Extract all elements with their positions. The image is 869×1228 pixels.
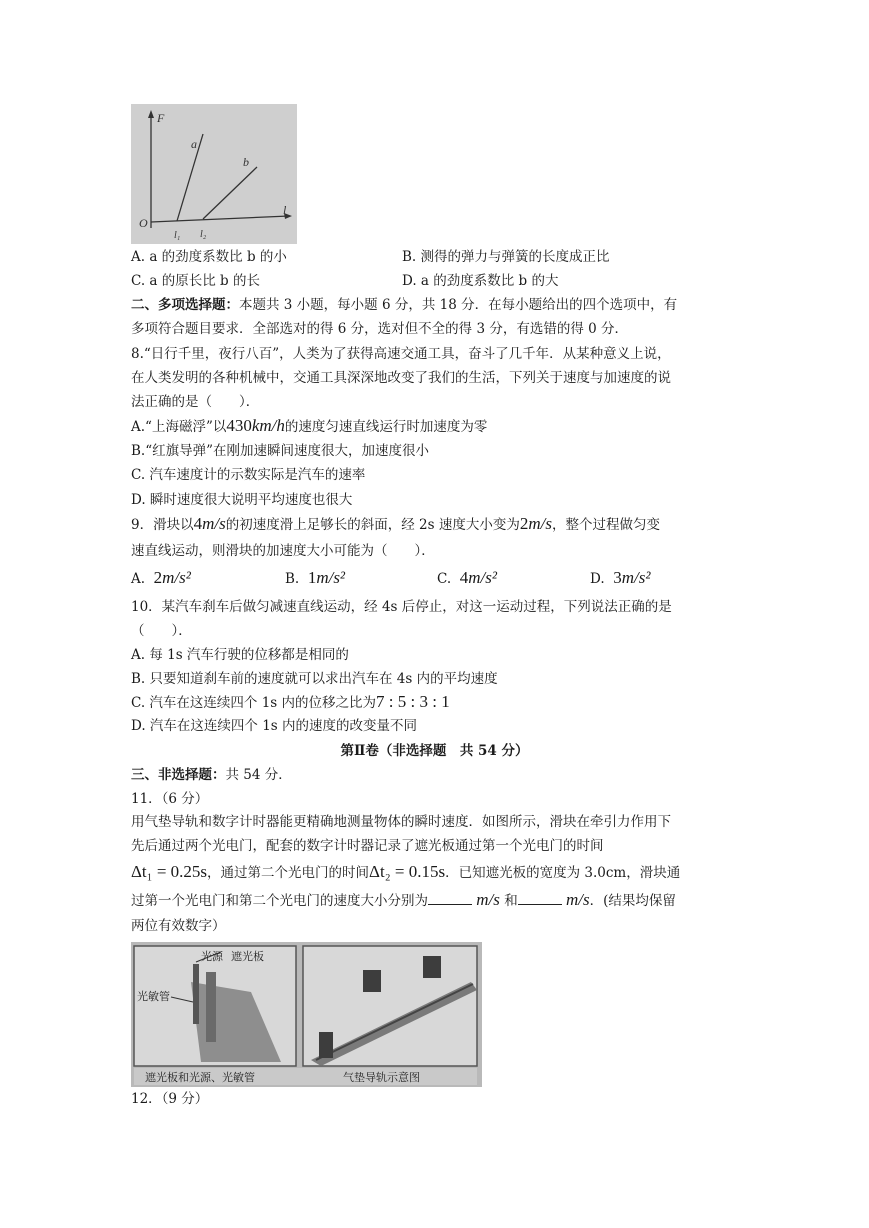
part2-title: 第Ⅱ卷（非选择题 共 54 分） — [340, 743, 529, 759]
section2-line1 — [131, 295, 677, 315]
q11-line3 — [131, 862, 680, 883]
q8-a-pre: A.“上海磁浮”以 — [131, 419, 227, 435]
caption-left: 遮光板和光源、光敏管 — [145, 1071, 255, 1084]
q9-line1 — [131, 514, 660, 535]
photogate-1 — [363, 970, 381, 992]
q9-a-value: 2 — [153, 568, 163, 587]
section2-desc2: 多项符合题目要求．全部选对的得 6 分，选对但不全的得 3 分，有选错的得 0 分． — [131, 321, 629, 337]
pulley-stand — [319, 1032, 333, 1058]
label-shade-plate: 遮光板 — [231, 950, 264, 963]
q11-line4 — [131, 890, 676, 911]
label-b: b — [243, 155, 249, 169]
q11-line5: 两位有效数字） — [131, 918, 226, 934]
spring-force-graph — [131, 104, 297, 244]
q10-option-b: B. 只要知道刹车前的速度就可以求出汽车在 4s 内的平均速度 — [131, 671, 498, 687]
q11-unit1: m/s — [476, 890, 500, 909]
label-l: l — [283, 203, 287, 217]
q10-line1: 10．某汽车刹车后做匀减速直线运动，经 4s 后停止，对这一运动过程，下列说法正确的是 — [131, 599, 672, 615]
q9-pre: 9．滑块以 — [131, 517, 194, 533]
q9-d-unit: m/s² — [621, 568, 651, 587]
q9-v0: 4 — [193, 514, 203, 533]
q8-option-d: D. 瞬时速度很大说明平均速度也很大 — [131, 492, 353, 508]
q11-dt2: Δt₂ = 0.15s — [369, 862, 446, 881]
label-sensor: 光敏管 — [137, 990, 170, 1003]
label-l2: l₂ — [200, 229, 207, 240]
q9-post: ，整个过程做匀变 — [551, 517, 660, 533]
section2-title: 二、多项选择题： — [131, 297, 239, 313]
y-axis-arrow — [148, 110, 154, 118]
q8-a-num: 430 — [226, 416, 252, 435]
q10-option-a: A. 每 1s 汽车行驶的位移都是相同的 — [131, 647, 349, 663]
q9-option-a — [131, 568, 191, 589]
q11-and: 和 — [504, 893, 518, 909]
q11-line4-pre: 过第一个光电门和第二个光电门的速度大小分别为 — [131, 893, 428, 909]
line-a — [177, 134, 203, 221]
q9-b-unit: m/s² — [316, 568, 346, 587]
section3-line — [131, 765, 292, 785]
q8-a-unit: km/h — [251, 416, 285, 435]
q7-option-c: C. a 的原长比 b 的长 — [131, 273, 260, 289]
line-b — [203, 167, 257, 219]
q11-line4-post: ．(结果均保留 — [589, 893, 676, 909]
q11-mid: ，通过第二个光电门的时间 — [207, 865, 370, 881]
q11-header: 11．（6 分） — [131, 791, 209, 807]
q12-header: 12．（9 分） — [131, 1091, 209, 1107]
q9-v1: 2 — [519, 514, 529, 533]
q9-unit1: m/s — [202, 514, 226, 533]
q10-line2: （ ）． — [131, 623, 192, 639]
q9-unit2: m/s — [528, 514, 552, 533]
q9-option-b — [285, 568, 345, 589]
q10-option-c — [131, 692, 450, 713]
section2-desc1: 本题共 3 小题，每小题 6 分，共 18 分．在每小题给出的四个选项中，有 — [239, 297, 678, 313]
q10-c-ratio: 7 : 5 : 3 : 1 — [376, 692, 450, 711]
q9-b-value: 1 — [307, 568, 317, 587]
q8-line1: 8.“日行千里，夜行八百”，人类为了获得高速交通工具，奋斗了几千年．从某种意义上说， — [131, 346, 671, 362]
q9-d-value: 3 — [613, 568, 622, 587]
x-axis — [151, 216, 289, 222]
q9-c-unit: m/s² — [468, 568, 497, 587]
q8-a-post: 的速度匀速直线运行时加速度为零 — [284, 419, 488, 435]
label-a: a — [191, 137, 197, 151]
label-F: F — [157, 111, 165, 125]
graph-svg — [131, 104, 297, 244]
q7-option-a: A. a 的劲度系数比 b 的小 — [131, 249, 287, 265]
answer-blank-1[interactable] — [428, 892, 472, 905]
q11-line2: 先后通过两个光电门，配套的数字计时器记录了遮光板通过第一个光电门的时间 — [131, 838, 604, 854]
q7-option-d: D. a 的劲度系数比 b 的大 — [402, 273, 559, 289]
photogate-2 — [423, 956, 441, 978]
q7-option-b: B. 测得的弹力与弹簧的长度成正比 — [402, 249, 610, 265]
q8-option-b: B.“红旗导弹”在刚加速瞬间速度很大，加速度很小 — [131, 443, 430, 459]
label-O: O — [139, 216, 148, 230]
answer-blank-2[interactable] — [518, 892, 562, 905]
photo-svg — [131, 942, 482, 1087]
q8-line3: 法正确的是（ ）． — [131, 394, 260, 410]
q9-d-label: D. — [590, 571, 605, 587]
q9-a-unit: m/s² — [162, 568, 191, 587]
label-l1: l₁ — [174, 230, 181, 241]
q10-option-d: D. 汽车在这连续四个 1s 内的速度的改变量不同 — [131, 718, 418, 734]
q8-line2: 在人类发明的各种机械中，交通工具深深地改变了我们的生活，下列关于速度与加速度的说 — [131, 370, 671, 386]
q9-option-d — [590, 568, 650, 589]
q9-b-label: B. — [285, 571, 300, 587]
section3-title: 三、非选择题： — [131, 767, 226, 783]
q9-option-c — [437, 568, 497, 589]
q8-option-c: C. 汽车速度计的示数实际是汽车的速率 — [131, 467, 366, 483]
q11-unit2: m/s — [566, 890, 590, 909]
q9-mid: 的初速度滑上足够长的斜面，经 2s 速度大小变为 — [225, 517, 520, 533]
q10-c-pre: C. 汽车在这连续四个 1s 内的位移之比为 — [131, 695, 377, 711]
q11-line1: 用气垫导轨和数字计时器能更精确地测量物体的瞬时速度．如图所示，滑块在牵引力作用下 — [131, 814, 671, 830]
q9-line2: 速直线运动，则滑块的加速度大小可能为（ ）． — [131, 543, 435, 559]
caption-right: 气垫导轨示意图 — [343, 1071, 420, 1084]
section3-desc: 共 54 分． — [225, 767, 292, 783]
q9-c-value: 4 — [459, 568, 469, 587]
air-track-photo — [131, 942, 482, 1087]
q8-option-a — [131, 416, 487, 437]
q11-post: ．已知遮光板的宽度为 3.0cm，滑块通 — [445, 865, 681, 881]
q11-dt1: Δt₁ = 0.25s — [131, 862, 208, 881]
shade-plate — [206, 972, 216, 1042]
q9-a-label: A. — [131, 571, 146, 587]
light-source — [193, 964, 199, 1024]
label-light-source: 光源 — [201, 950, 223, 963]
q9-c-label: C. — [437, 571, 452, 587]
